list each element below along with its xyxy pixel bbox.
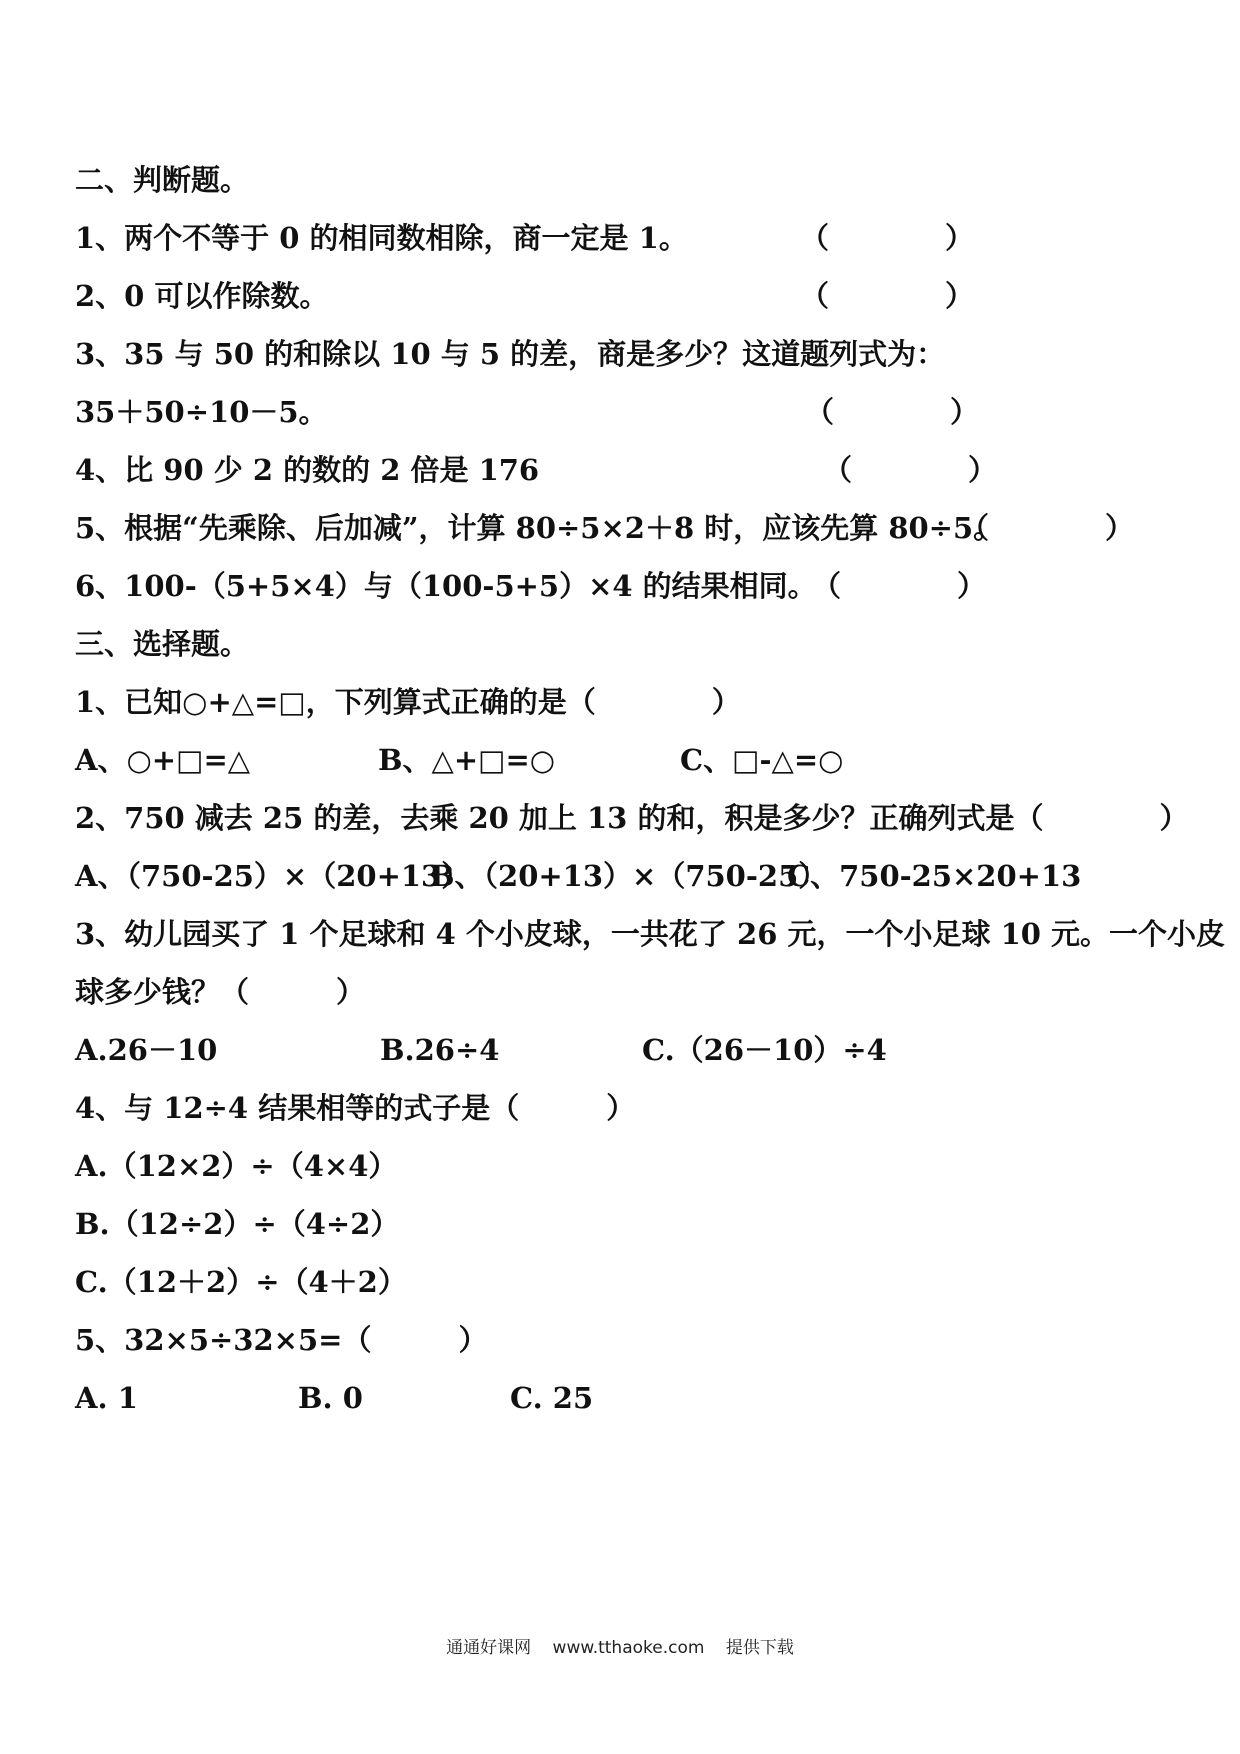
choice-question-2: 2、750 减去 25 的差，去乘 20 加上 13 的和，积是多少？正确列式是（ ） [75, 801, 1189, 835]
answer-paren-4[interactable]: （ ） [823, 453, 998, 487]
q4-option-a[interactable]: A.（12×2）÷（4×4） [75, 1149, 398, 1183]
footer-suffix: 提供下载 [725, 1638, 794, 1658]
q2-option-b[interactable]: B、（20+13）×（750-25） [430, 859, 828, 893]
choice-question-3-line-1: 3、幼儿园买了 1 个足球和 4 个小皮球，一共花了 26 元，一个小足球 10 元。一个小皮 [75, 917, 1226, 951]
section-title-judgment: 二、判断题。 [75, 163, 250, 197]
judgment-item-3-expression: 35＋50÷10－5。 [75, 395, 328, 429]
q1-option-c[interactable]: C、□-△=○ [680, 743, 844, 777]
choice-question-4: 4、与 12÷4 结果相等的式子是（ ） [75, 1091, 636, 1125]
q1-option-a[interactable]: A、○+□=△ [75, 743, 251, 777]
q5-option-b[interactable]: B. 0 [298, 1381, 363, 1415]
answer-paren-1[interactable]: （ ） [800, 221, 975, 255]
q5-option-c[interactable]: C. 25 [510, 1381, 594, 1415]
q2-option-a[interactable]: A、（750-25）×（20+13） [75, 859, 471, 893]
q3-option-b[interactable]: B.26÷4 [380, 1033, 500, 1067]
judgment-item-4: 4、比 90 少 2 的数的 2 倍是 176 [75, 453, 540, 487]
q3-option-c[interactable]: C.（26－10）÷4 [642, 1033, 887, 1067]
q4-option-b[interactable]: B.（12÷2）÷（4÷2） [75, 1207, 400, 1241]
q5-option-a[interactable]: A. 1 [75, 1381, 138, 1415]
q3-option-a[interactable]: A.26－10 [75, 1033, 218, 1067]
judgment-item-3: 3、35 与 50 的和除以 10 与 5 的差，商是多少？这道题列式为： [75, 337, 946, 371]
q2-option-c[interactable]: C、750-25×20+13 [787, 859, 1082, 893]
judgment-item-6: 6、100-（5+5×4）与（100-5+5）×4 的结果相同。 [75, 569, 817, 603]
q1-option-b[interactable]: B、△+□=○ [378, 743, 556, 777]
choice-question-1: 1、已知○+△=□，下列算式正确的是（ ） [75, 685, 741, 719]
judgment-item-2: 2、0 可以作除数。 [75, 279, 329, 313]
choice-question-3-line-2: 球多少钱？（ ） [75, 975, 366, 1009]
section-title-choice: 三、选择题。 [75, 627, 250, 661]
judgment-item-1: 1、两个不等于 0 的相同数相除，商一定是 1。 [75, 221, 688, 255]
choice-question-5: 5、32×5÷32×5=（ ） [75, 1323, 488, 1357]
q4-option-c[interactable]: C.（12＋2）÷（4＋2） [75, 1265, 407, 1299]
page-footer [0, 1633, 1240, 1658]
answer-paren-2[interactable]: （ ） [800, 279, 975, 313]
answer-paren-3[interactable]: （ ） [805, 395, 980, 429]
judgment-item-5: 5、根据“先乘除、后加减”，计算 80÷5×2＋8 时，应该先算 80÷5。 [75, 511, 1003, 545]
footer-site-name: 通通好课网 [446, 1638, 532, 1658]
footer-url[interactable]: www.tthaoke.com [552, 1638, 705, 1658]
answer-paren-5[interactable]: （ ） [960, 511, 1135, 545]
answer-paren-6[interactable]: （ ） [812, 569, 987, 603]
